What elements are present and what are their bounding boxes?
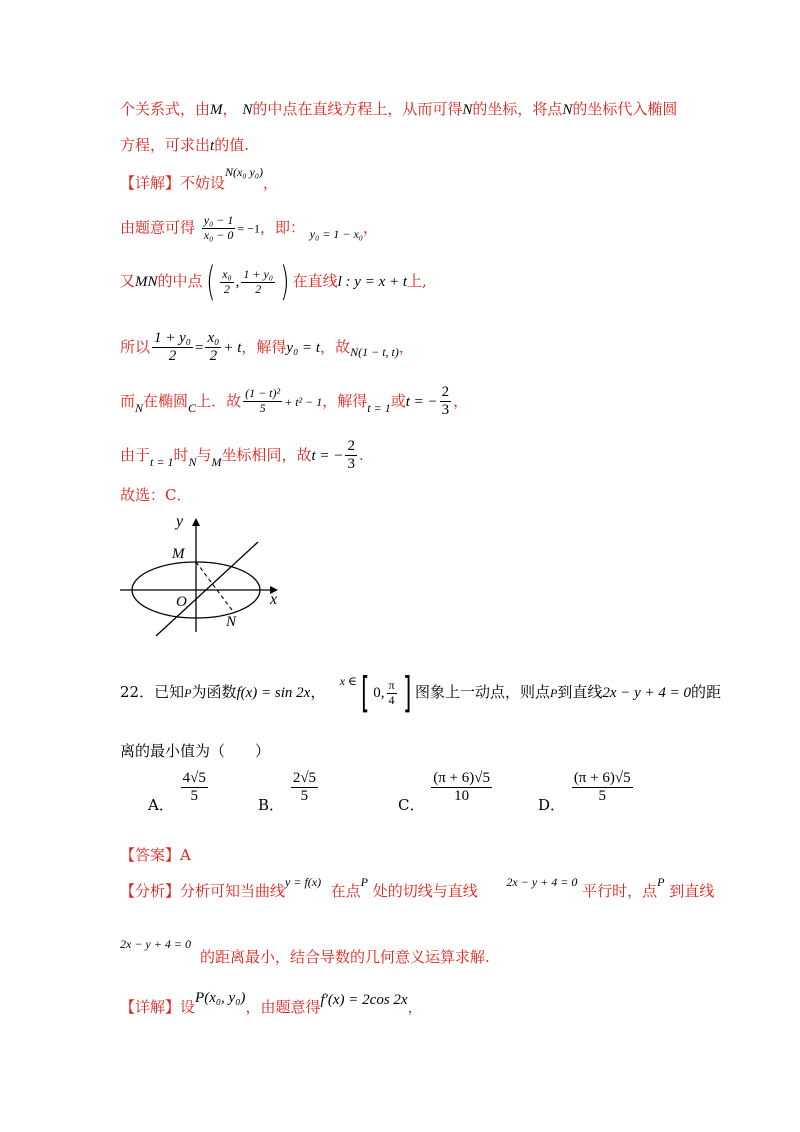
O-label: O (176, 594, 187, 610)
math-N: N (188, 454, 197, 469)
ellipse-figure (120, 512, 300, 641)
fraction: $\frac{\text{y₀ − 1}}{\text{x₀ − 0}}$ (203, 213, 234, 242)
math-expr: l : y = x + t (337, 274, 408, 290)
analysis-line-1: 【分析】分析可知当曲线$^{y = f(x)}$ 在点$^P$ 处的切线与直线 $^{2x - y + 4 = 0}$ 平行时，点$^P$ 到直线 (120, 875, 715, 900)
math-expr: t = 1 (150, 454, 174, 469)
fraction: $\frac{2}{3}$ (441, 384, 450, 419)
answer-value: A (180, 846, 191, 864)
text-line-4: 由题意可得 $\frac{\text{y₀ − 1}}{\text{x₀ − 0}}$ = −1，即： $_{y_0 = 1 - x_0}$， (120, 213, 378, 242)
math-expr: t = 1 (367, 400, 391, 415)
answer-tag: 【答案】 (120, 846, 181, 864)
N-label: N (226, 614, 237, 630)
detail-line: 【详解】设P(x₀, y₀)，由题意得f′(x) = 2cos 2x， (120, 990, 423, 1016)
math-N: N (242, 102, 253, 118)
math-N: N (135, 400, 144, 415)
fraction: $\frac{\pi}{4}$ (388, 677, 395, 707)
math-expr: y₀ = 1 − x₀ (309, 227, 363, 242)
analysis-line-3: 的距离最小，结合导数的几何意义运算求解. (200, 948, 490, 966)
y-label: y (176, 513, 184, 530)
math-P: P (657, 875, 665, 889)
math-expr: y₀ = t (286, 339, 321, 356)
math-expr: N(x₀ y₀) (225, 165, 264, 179)
math-MN: MN (135, 274, 158, 290)
fraction: $\frac{2}{3}$ (347, 438, 355, 473)
math-M: M (210, 102, 223, 118)
math-expr: f′(x) = 2cos 2x (320, 992, 408, 1008)
text-line-7: 而$_N$在椭圆$_C$上．故 $\frac{\text{(1 − t)²}}{5}$ + t² − 1，解得$_{t = 1}$或t = − $\frac{2}{3}$ ， (120, 384, 469, 419)
ellipse-diagram (120, 512, 300, 637)
question-22-cont: 离的最小值为（ ） (120, 742, 271, 760)
question-number: 22．已知 (120, 683, 185, 701)
y-axis-arrow (192, 518, 200, 526)
text-line-5: 又MN的中点( $\frac{\text{x₀}}{2}$ , $\frac{\text{1 + y₀}}{2}$ ) 在直线l : y = x + t上, (120, 259, 427, 305)
math-t: t (210, 138, 215, 154)
fraction: $\frac{\text{1 + y₀}}{2}$ (154, 330, 192, 365)
option-d-value: $\frac{(\pi + 6)√5}{5}$ (573, 770, 631, 805)
fraction: $\frac{\text{x₀}}{2}$ (222, 266, 232, 296)
math-P: P (549, 686, 558, 700)
detail-tag: 【详解】 (120, 998, 181, 1016)
text-line-6: 所以 $\frac{\text{1 + y₀}}{2}$ = $\frac{\text{x₀}}{2}$ + t，解得y₀ = t，故$_{N(1 - t, t)}$， (120, 330, 414, 365)
analysis-tag: 【分析】 (120, 882, 181, 900)
math-line: 2x − y + 4 = 0 (506, 875, 578, 889)
option-a: A． $\frac{4√5}{5}$ (148, 770, 206, 814)
option-a-value: $\frac{4√5}{5}$ (182, 770, 206, 805)
math-expr: P(x₀, y₀) (195, 990, 246, 1006)
math-N: N (562, 102, 573, 118)
fraction: $\frac{\text{(1 − t)²}}{5}$ (245, 386, 281, 416)
segment-MN (196, 562, 232, 610)
fraction: $\frac{\text{1 + y₀}}{2}$ (243, 266, 273, 296)
math-func: f(x) = sin 2x (236, 685, 311, 701)
math-P: P (184, 686, 192, 700)
math-M: M (211, 454, 222, 469)
math-line: 2x − y + 4 = 0 (120, 937, 191, 951)
option-c: C． $\frac{(\pi + 6)√5}{10}$ (398, 770, 491, 814)
analysis-line-2 (120, 934, 191, 952)
math-line: 2x − y + 4 = 0 (602, 685, 692, 701)
question-22: 22．已知P为函数f(x) = sin 2x， x ∈[ 0, $\frac{\pi}{4}$ ] 图象上一动点，则点P到直线2x − y + 4 = 0的距 (120, 668, 722, 717)
text-line-2: 方程，可求出t的值. (120, 136, 249, 154)
option-d: D． $\frac{(\pi + 6)√5}{5}$ (538, 770, 631, 814)
math-expr: N(1 − t, t) (350, 344, 399, 359)
math-P: P (360, 875, 369, 889)
option-b-value: $\frac{2√5}{5}$ (292, 770, 317, 805)
text-line-9: 故选：C． (120, 486, 192, 504)
M-label: M (172, 546, 185, 562)
math-N: N (462, 102, 473, 118)
answer-line (120, 844, 191, 865)
fraction: $\frac{\text{x₀}}{2}$ (207, 330, 220, 365)
option-c-value: $\frac{(\pi + 6)√5}{10}$ (433, 770, 491, 805)
math-C: C (188, 400, 197, 415)
text-line-8: 由于$_{t = 1}$时$_N$与$_M$坐标相同，故t = − $\frac{2}{3}$ . (120, 438, 364, 473)
x-label: x (270, 591, 278, 608)
text-line-3: 【详解】不妨设$^{N(x_0 y_0)}$， (120, 165, 279, 192)
detail-tag: 【详解】 (120, 174, 181, 192)
option-b: B． $\frac{2√5}{5}$ (258, 770, 317, 814)
math-expr: y = f(x) (285, 875, 322, 889)
text-line-1: 个关系式，由M， N的中点在直线方程上，从而可得N的坐标，将点N的坐标代入椭圆 (120, 100, 678, 118)
